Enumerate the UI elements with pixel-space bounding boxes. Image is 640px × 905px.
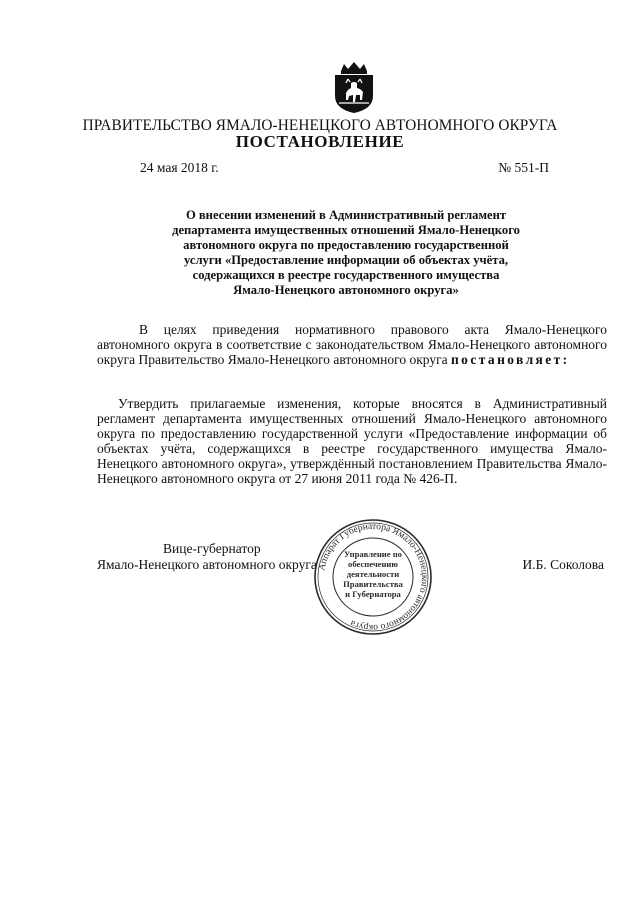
signer-position-line2: Ямало-Ненецкого автономного округа xyxy=(97,557,317,572)
signer-position-line1: Вице-губернатор xyxy=(163,541,261,556)
title-line: О внесении изменений в Административный регламент xyxy=(185,208,507,222)
decree-word: постановляет: xyxy=(451,351,570,367)
decision-paragraph: Утвердить прилагаемые изменения, которые вносятся в Административный регламент департамента имущественных отношений Ямало-Ненецкого автономного округа по предоставлению государственной услуги «Предоставление информации об объектах учёта, содержащихся в реестре государственного имущества Ямало-Ненецкого автономного округа», утверждённый постановлением Правительства Ямало-Ненецкого автономного округа от 27 июня 2011 года № 426-П. xyxy=(97,396,607,486)
title-line: Ямало-Ненецкого автономного округа» xyxy=(233,283,459,298)
coat-of-arms-icon xyxy=(331,62,377,114)
title-line: автономного округа по предоставлению государственной xyxy=(183,238,509,253)
document-date: 24 мая 2018 г. xyxy=(140,160,219,175)
title-line: услуги «Предоставление информации об объектах учёта, xyxy=(183,253,509,268)
title-line: департамента имущественных отношений Ямало-Ненецкого xyxy=(172,223,520,238)
document-title xyxy=(126,208,566,299)
preamble-paragraph xyxy=(97,323,607,368)
stamp-center-line: деятельности xyxy=(346,569,400,579)
stamp-center-line: Правительства xyxy=(343,579,403,589)
stamp-center-line: обеспечению xyxy=(348,559,398,569)
organization-name: ПРАВИТЕЛЬСТВО ЯМАЛО-НЕНЕЦКОГО АВТОНОМНОГО ОКРУГА xyxy=(82,117,558,134)
stamp-ring-text: Аппарат Губернатора Ямало-Ненецкого автономного округа xyxy=(317,521,429,633)
stamp-center-line: и Губернатора xyxy=(345,589,401,599)
document-number: № 551-П xyxy=(498,160,549,175)
preamble-text: В целях приведения нормативного правового акта Ямало-Ненецкого автономного округа в соответствие с законодательством Ямало-Ненецкого автономного округа Правительство Ямало-Ненецкого автономного округа xyxy=(97,322,607,367)
signer-name: И.Б. Соколова xyxy=(522,557,604,572)
stamp-center-line: Управление по xyxy=(344,549,402,559)
document-type: ПОСТАНОВЛЕНИЕ xyxy=(235,132,405,151)
title-line: содержащихся в реестре государственного имущества xyxy=(192,268,500,283)
official-stamp xyxy=(312,517,434,637)
